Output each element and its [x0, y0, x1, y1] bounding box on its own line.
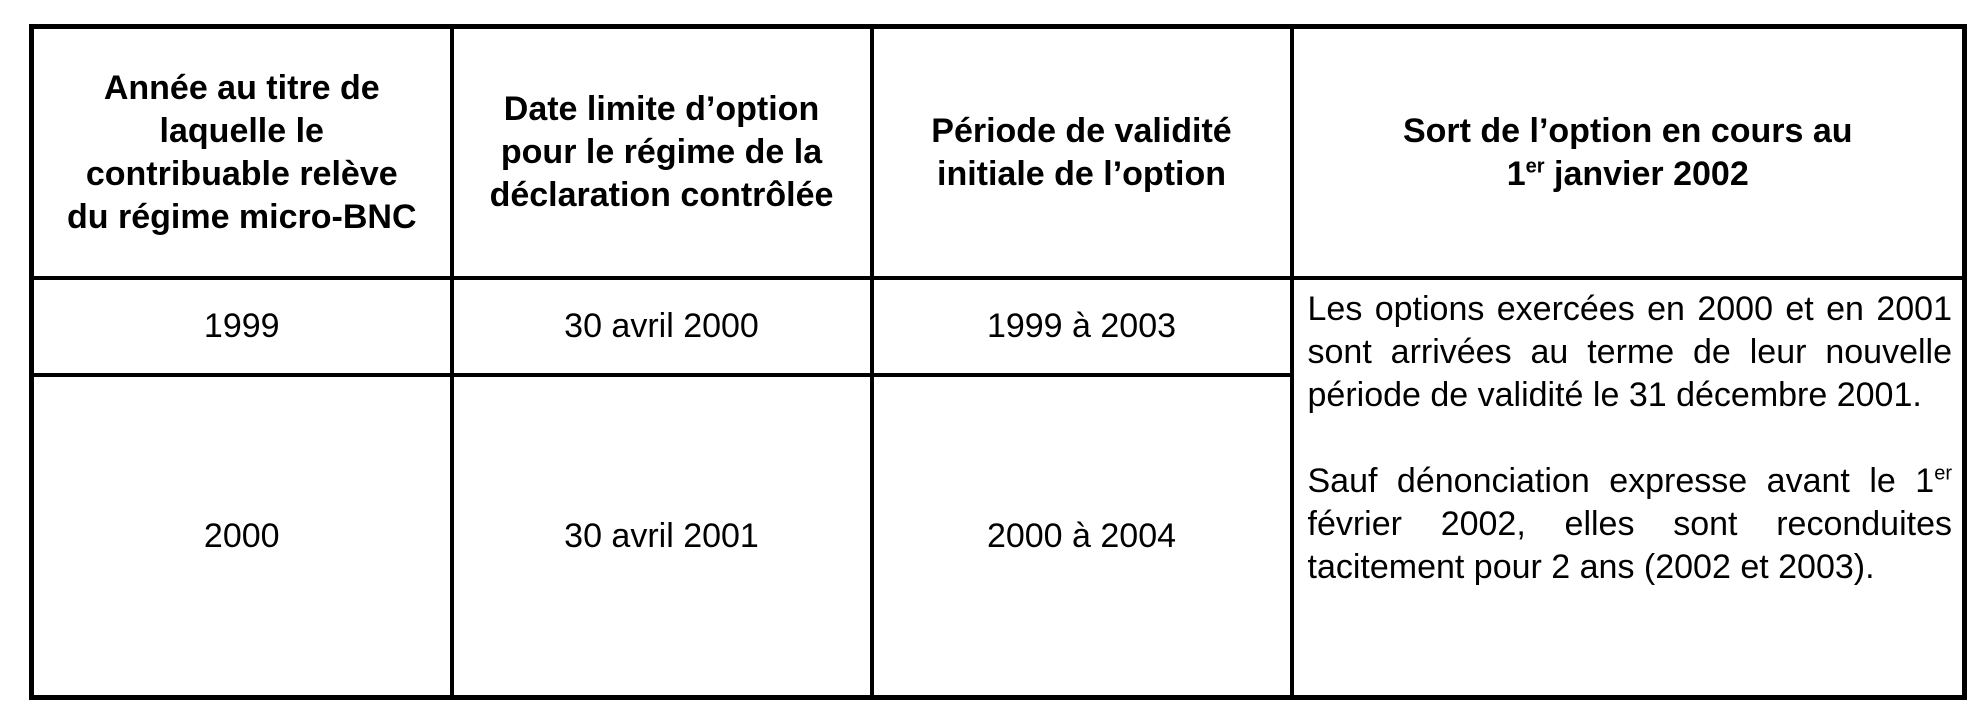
header-fate-sup: er — [1525, 155, 1545, 178]
header-row — [32, 27, 1965, 279]
header-fate-line-1: Sort de l’option en cours au — [1402, 111, 1853, 150]
cell-deadline: 30 avril 2001 — [452, 375, 872, 697]
cell-deadline: 30 avril 2000 — [452, 278, 872, 375]
cell-validity: 1999 à 2003 — [872, 278, 1292, 375]
fate-paragraph-1: Les options exercées en 2000 et en 2001 sont arrivées au terme de leur nouvelle période de validité le 31 décembre 2001. — [1307, 290, 1952, 415]
header-validity-line-1: Période de validité — [931, 111, 1232, 150]
option-table — [29, 24, 1967, 700]
header-validity-line-2: initiale de l’option — [937, 154, 1226, 193]
header-fate — [1292, 27, 1965, 279]
cell-validity: 2000 à 2004 — [872, 375, 1292, 697]
header-deadline-line-1: Date limite d’option — [503, 90, 820, 129]
header-fate-day: 1 — [1506, 154, 1526, 193]
fate-para2-sup: er — [1934, 463, 1952, 486]
fate-para2-prefix: Sauf dénonciation expresse avant le 1 — [1307, 462, 1935, 501]
header-deadline — [452, 27, 872, 279]
header-deadline-line-3: déclaration contrôlée — [489, 176, 834, 215]
header-year-line-1: Année au titre de — [103, 68, 380, 107]
header-fate-rest: janvier 2002 — [1544, 154, 1749, 193]
cell-year: 2000 — [32, 375, 452, 697]
cell-fate — [1292, 278, 1965, 697]
header-deadline-line-2: pour le régime de la — [500, 133, 823, 172]
header-validity — [872, 27, 1292, 279]
header-year — [32, 27, 452, 279]
fate-paragraph-2 — [1308, 460, 1953, 589]
table-row — [32, 278, 1965, 375]
header-year-line-3: contribuable relève — [85, 154, 398, 193]
fate-para2-suffix: février 2002, elles sont reconduites tacitement pour 2 ans (2002 et 2003). — [1307, 505, 1952, 587]
cell-year: 1999 — [32, 278, 452, 375]
header-year-line-2: laquelle le — [159, 111, 324, 150]
header-year-line-4: du régime micro-BNC — [67, 197, 417, 236]
